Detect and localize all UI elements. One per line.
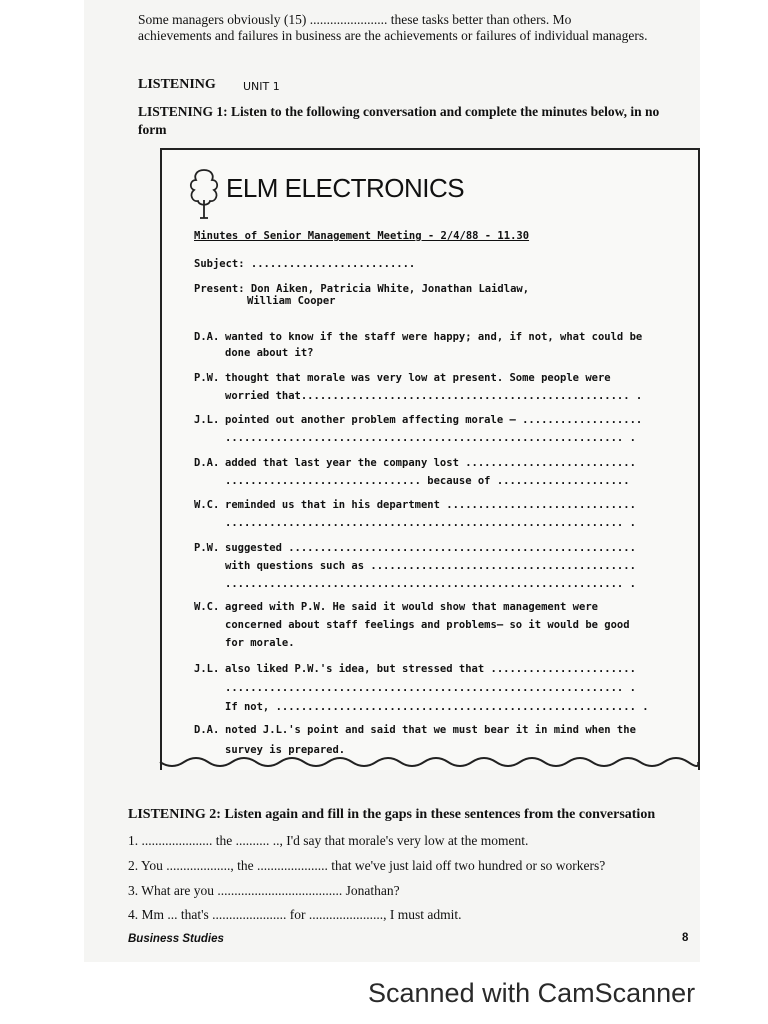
entry-line: also liked P.W.'s idea, but stressed that .......................: [225, 663, 636, 675]
listening2-item: 4. Mm ... that's ...................... for ......................, I must admit.: [128, 907, 462, 922]
entry-speaker: J.L.: [194, 414, 220, 426]
entry-line: thought that morale was very low at present. Some people were: [225, 372, 611, 384]
entry-speaker: D.A.: [194, 724, 220, 736]
entry-speaker: P.W.: [194, 542, 220, 554]
footer-book-title: Business Studies: [128, 933, 224, 945]
entry-line: for morale.: [225, 637, 295, 649]
entry-line: concerned about staff feelings and problems— so it would be good: [225, 619, 630, 631]
unit-handwritten-note: UNIT 1: [243, 80, 280, 93]
entry-line: ............................................................... .: [225, 682, 636, 694]
memo-torn-edge: [158, 756, 700, 776]
entry-speaker: J.L.: [194, 663, 220, 675]
entry-line: done about it?: [225, 347, 314, 359]
entry-speaker: D.A.: [194, 331, 220, 343]
listening1-instruction-line-2: form: [138, 122, 167, 137]
entry-line: worried that.................................................... .: [225, 390, 643, 402]
entry-speaker: P.W.: [194, 372, 220, 384]
camscanner-watermark: Scanned with CamScanner: [368, 978, 696, 1008]
entry-line: reminded us that in his department ..............................: [225, 499, 636, 511]
entry-line: ............................................................... .: [225, 578, 636, 590]
minutes-present-line-2: William Cooper: [247, 295, 336, 307]
minutes-subject: Subject: ..........................: [194, 258, 416, 270]
minutes-present-line-1: Present: Don Aiken, Patricia White, Jonathan Laidlaw,: [194, 283, 530, 295]
intro-line-1: Some managers obviously (15) ....................... these tasks better than others. Mo: [138, 12, 572, 27]
minutes-title: Minutes of Senior Management Meeting - 2/4/88 - 11.30: [194, 230, 530, 242]
listening2-heading: LISTENING 2: Listen again and fill in the gaps in these sentences from the conversation: [128, 807, 656, 822]
entry-line: survey is prepared.: [225, 744, 346, 756]
listening2-item: 1. ..................... the .......... .., I'd say that morale's very low at the moment.: [128, 833, 529, 848]
entry-line: If not, ......................................................... .: [225, 701, 649, 713]
listening2-item: 3. What are you ..................................... Jonathan?: [128, 883, 400, 898]
tree-icon: [186, 166, 222, 222]
entry-line: ............................................................... .: [225, 432, 636, 444]
entry-line: added that last year the company lost ...........................: [225, 457, 636, 469]
entry-speaker: W.C.: [194, 499, 220, 511]
intro-line-2: achievements and failures in business are the achievements or failures of individual managers.: [138, 28, 648, 43]
listening2-item: 2. You ..................., the ..................... that we've just laid off two hundred or so workers?: [128, 858, 606, 873]
entry-line: with questions such as ..........................................: [225, 560, 636, 572]
entry-line: suggested .......................................................: [225, 542, 636, 554]
entry-line: ............................... because of .....................: [225, 475, 630, 487]
listening1-instruction-line-1: LISTENING 1: Listen to the following conversation and complete the minutes below, in no: [138, 104, 660, 119]
entry-line: ............................................................... .: [225, 517, 636, 529]
entry-speaker: D.A.: [194, 457, 220, 469]
entry-line: noted J.L.'s point and said that we must bear it in mind when the: [225, 724, 636, 736]
entry-line: pointed out another problem affecting morale — ...................: [225, 414, 643, 426]
entry-speaker: W.C.: [194, 601, 220, 613]
listening-heading: LISTENING: [138, 77, 216, 92]
footer-page-number: 8: [682, 932, 689, 944]
company-name: ELM ELECTRONICS: [226, 173, 465, 203]
entry-line: agreed with P.W. He said it would show that management were: [225, 601, 598, 613]
entry-line: wanted to know if the staff were happy; and, if not, what could be: [225, 331, 643, 343]
